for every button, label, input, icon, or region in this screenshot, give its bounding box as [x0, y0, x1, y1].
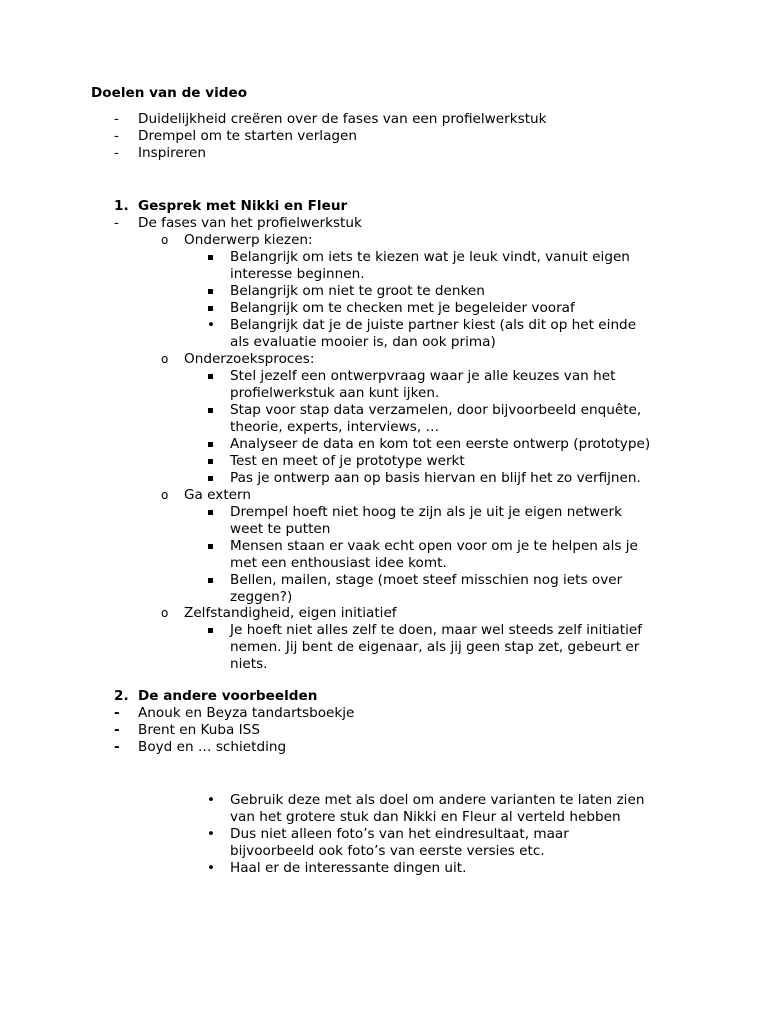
list-item-text: Inspireren	[138, 145, 207, 161]
circle-marker: o	[161, 352, 169, 366]
round-bullet-icon: •	[207, 860, 216, 876]
bullet-text: theorie, experts, interviews, …	[230, 419, 440, 435]
bullet-text: Gebruik deze met als doel om andere varianten te laten zien	[230, 792, 645, 808]
bullet-text: Mensen staan er vaak echt open voor om je te helpen als je	[230, 538, 638, 554]
dash-marker: -	[114, 111, 119, 127]
list-item-text: Drempel om te starten verlagen	[138, 128, 358, 144]
bullet-text: Haal er de interessante dingen uit.	[230, 860, 467, 876]
list-item-text: Duidelijkheid creëren over de fases van een profielwerkstuk	[138, 111, 547, 127]
bullet-text: met een enthousiast idee komt.	[230, 555, 447, 571]
bullet-text: van het grotere stuk dan Nikki en Fleur al verteld hebben	[230, 809, 621, 825]
round-bullet-icon: •	[207, 826, 216, 842]
circle-marker: o	[161, 488, 169, 502]
list-item-text: Boyd en … schietding	[138, 739, 287, 755]
bullet-text: Belangrijk om te checken met je begeleider vooraf	[230, 300, 575, 316]
square-bullet-icon	[208, 628, 213, 633]
circle-marker: o	[161, 233, 169, 247]
bullet-text: Drempel hoeft niet hoog te zijn als je uit je eigen netwerk	[230, 504, 622, 520]
bullet-text: niets.	[230, 656, 268, 672]
square-bullet-icon	[208, 374, 213, 379]
bullet-text: Dus niet alleen foto’s van het eindresultaat, maar	[230, 826, 569, 842]
bullet-text: profielwerkstuk aan kunt ijken.	[230, 385, 440, 401]
bullet-text: Analyseer de data en kom tot een eerste ontwerp (prototype)	[230, 436, 651, 452]
round-bullet-icon: •	[207, 317, 216, 333]
square-bullet-icon	[208, 510, 213, 515]
bullet-text: Pas je ontwerp aan op basis hiervan en blijf het zo verfijnen.	[230, 470, 641, 486]
bullet-text: Test en meet of je prototype werkt	[230, 453, 465, 469]
document-heading: Doelen van de video	[91, 85, 248, 101]
bullet-text: Belangrijk dat je de juiste partner kiest (als dit op het einde	[230, 317, 637, 333]
bullet-text: nemen. Jij bent de eigenaar, als jij geen stap zet, gebeurt er	[230, 639, 640, 655]
dash-marker: -	[114, 722, 120, 738]
phase-title: Onderzoeksproces:	[184, 351, 315, 367]
list-item-text: Anouk en Beyza tandartsboekje	[138, 705, 355, 721]
dash-marker: -	[114, 145, 119, 161]
section-title: Gesprek met Nikki en Fleur	[138, 198, 348, 214]
bullet-text: Je hoeft niet alles zelf te doen, maar wel steeds zelf initiatief	[230, 622, 643, 638]
square-bullet-icon	[208, 306, 213, 311]
square-bullet-icon	[208, 459, 213, 464]
square-bullet-icon	[208, 255, 213, 260]
bullet-text: bijvoorbeeld ook foto’s van eerste versies etc.	[230, 843, 545, 859]
bullet-text: Belangrijk om iets te kiezen wat je leuk vindt, vanuit eigen	[230, 249, 630, 265]
section-number: 1.	[114, 198, 129, 214]
bullet-text: Belangrijk om niet te groot te denken	[230, 283, 485, 299]
bullet-text: zeggen?)	[230, 589, 293, 605]
phase-title: Zelfstandigheid, eigen initiatief	[184, 605, 397, 621]
list-item-text: Brent en Kuba ISS	[138, 722, 260, 738]
dash-marker: -	[114, 215, 119, 231]
bullet-text: Bellen, mailen, stage (moet steef misschien nog iets over	[230, 572, 623, 588]
bullet-text: als evaluatie mooier is, dan ook prima)	[230, 334, 496, 350]
square-bullet-icon	[208, 476, 213, 481]
bullet-text: Stel jezelf een ontwerpvraag waar je alle keuzes van het	[230, 368, 616, 384]
square-bullet-icon	[208, 544, 213, 549]
phase-title: Onderwerp kiezen:	[184, 232, 313, 248]
bullet-text: interesse beginnen.	[230, 266, 365, 282]
list-item-text: De fases van het profielwerkstuk	[138, 215, 362, 231]
dash-marker: -	[114, 128, 119, 144]
square-bullet-icon	[208, 289, 213, 294]
dash-marker: -	[114, 705, 120, 721]
circle-marker: o	[161, 606, 169, 620]
section-number: 2.	[114, 688, 129, 704]
square-bullet-icon	[208, 442, 213, 447]
square-bullet-icon	[208, 408, 213, 413]
section-title: De andere voorbeelden	[138, 688, 318, 704]
dash-marker: -	[114, 739, 120, 755]
square-bullet-icon	[208, 578, 213, 583]
round-bullet-icon: •	[207, 792, 216, 808]
bullet-text: weet te putten	[230, 521, 331, 537]
phase-title: Ga extern	[184, 487, 252, 503]
bullet-text: Stap voor stap data verzamelen, door bijvoorbeeld enquête,	[230, 402, 642, 418]
